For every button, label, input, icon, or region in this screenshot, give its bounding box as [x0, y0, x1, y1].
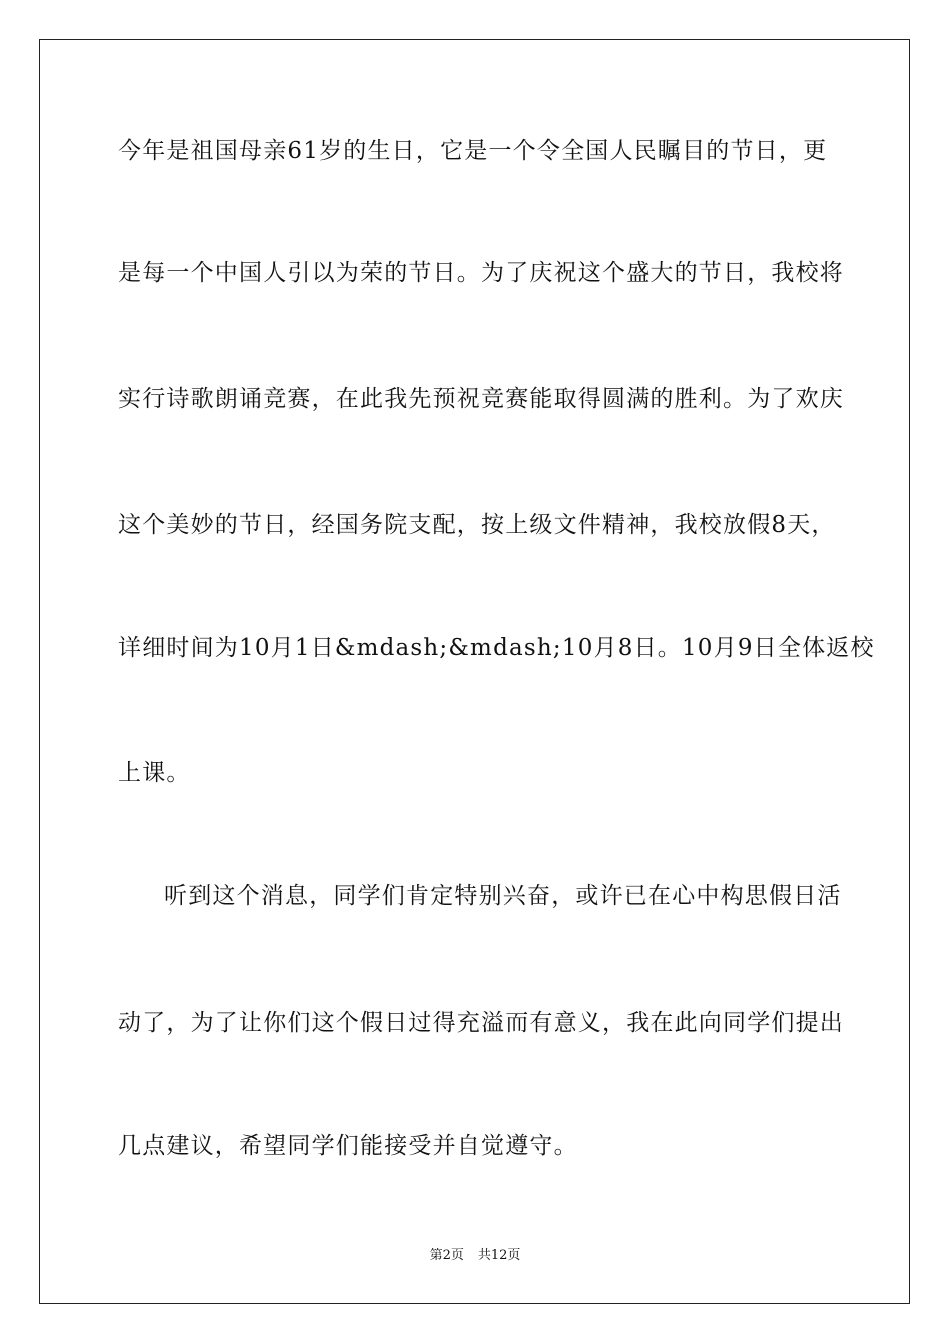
- text-line: 这个美妙的节日，经国务院支配，按上级文件精神，我校放假8天，: [118, 512, 836, 538]
- text-line: 实行诗歌朗诵竞赛，在此我先预祝竞赛能取得圆满的胜利。为了欢庆: [118, 386, 844, 412]
- page-number: 第2页: [429, 1248, 464, 1263]
- text-line: 动了，为了让你们这个假日过得充溢而有意义，我在此向同学们提出: [118, 1010, 844, 1036]
- page-total: 共12页: [477, 1248, 521, 1263]
- text-line: 今年是祖国母亲61岁的生日，它是一个令全国人民瞩目的节日，更: [118, 138, 828, 164]
- text-line: 是每一个中国人引以为荣的节日。为了庆祝这个盛大的节日，我校将: [118, 260, 844, 286]
- text-line: 几点建议，希望同学们能接受并自觉遵守。: [118, 1133, 578, 1159]
- text-line: 详细时间为10月1日&mdash;&mdash;10月8日。10月9日全体返校: [118, 635, 875, 661]
- page-border: [39, 39, 910, 1304]
- text-line: 上课。: [118, 760, 191, 786]
- text-line: 听到这个消息，同学们肯定特别兴奋，或许已在心中构思假日活: [164, 883, 842, 909]
- page-footer: [0, 1248, 950, 1264]
